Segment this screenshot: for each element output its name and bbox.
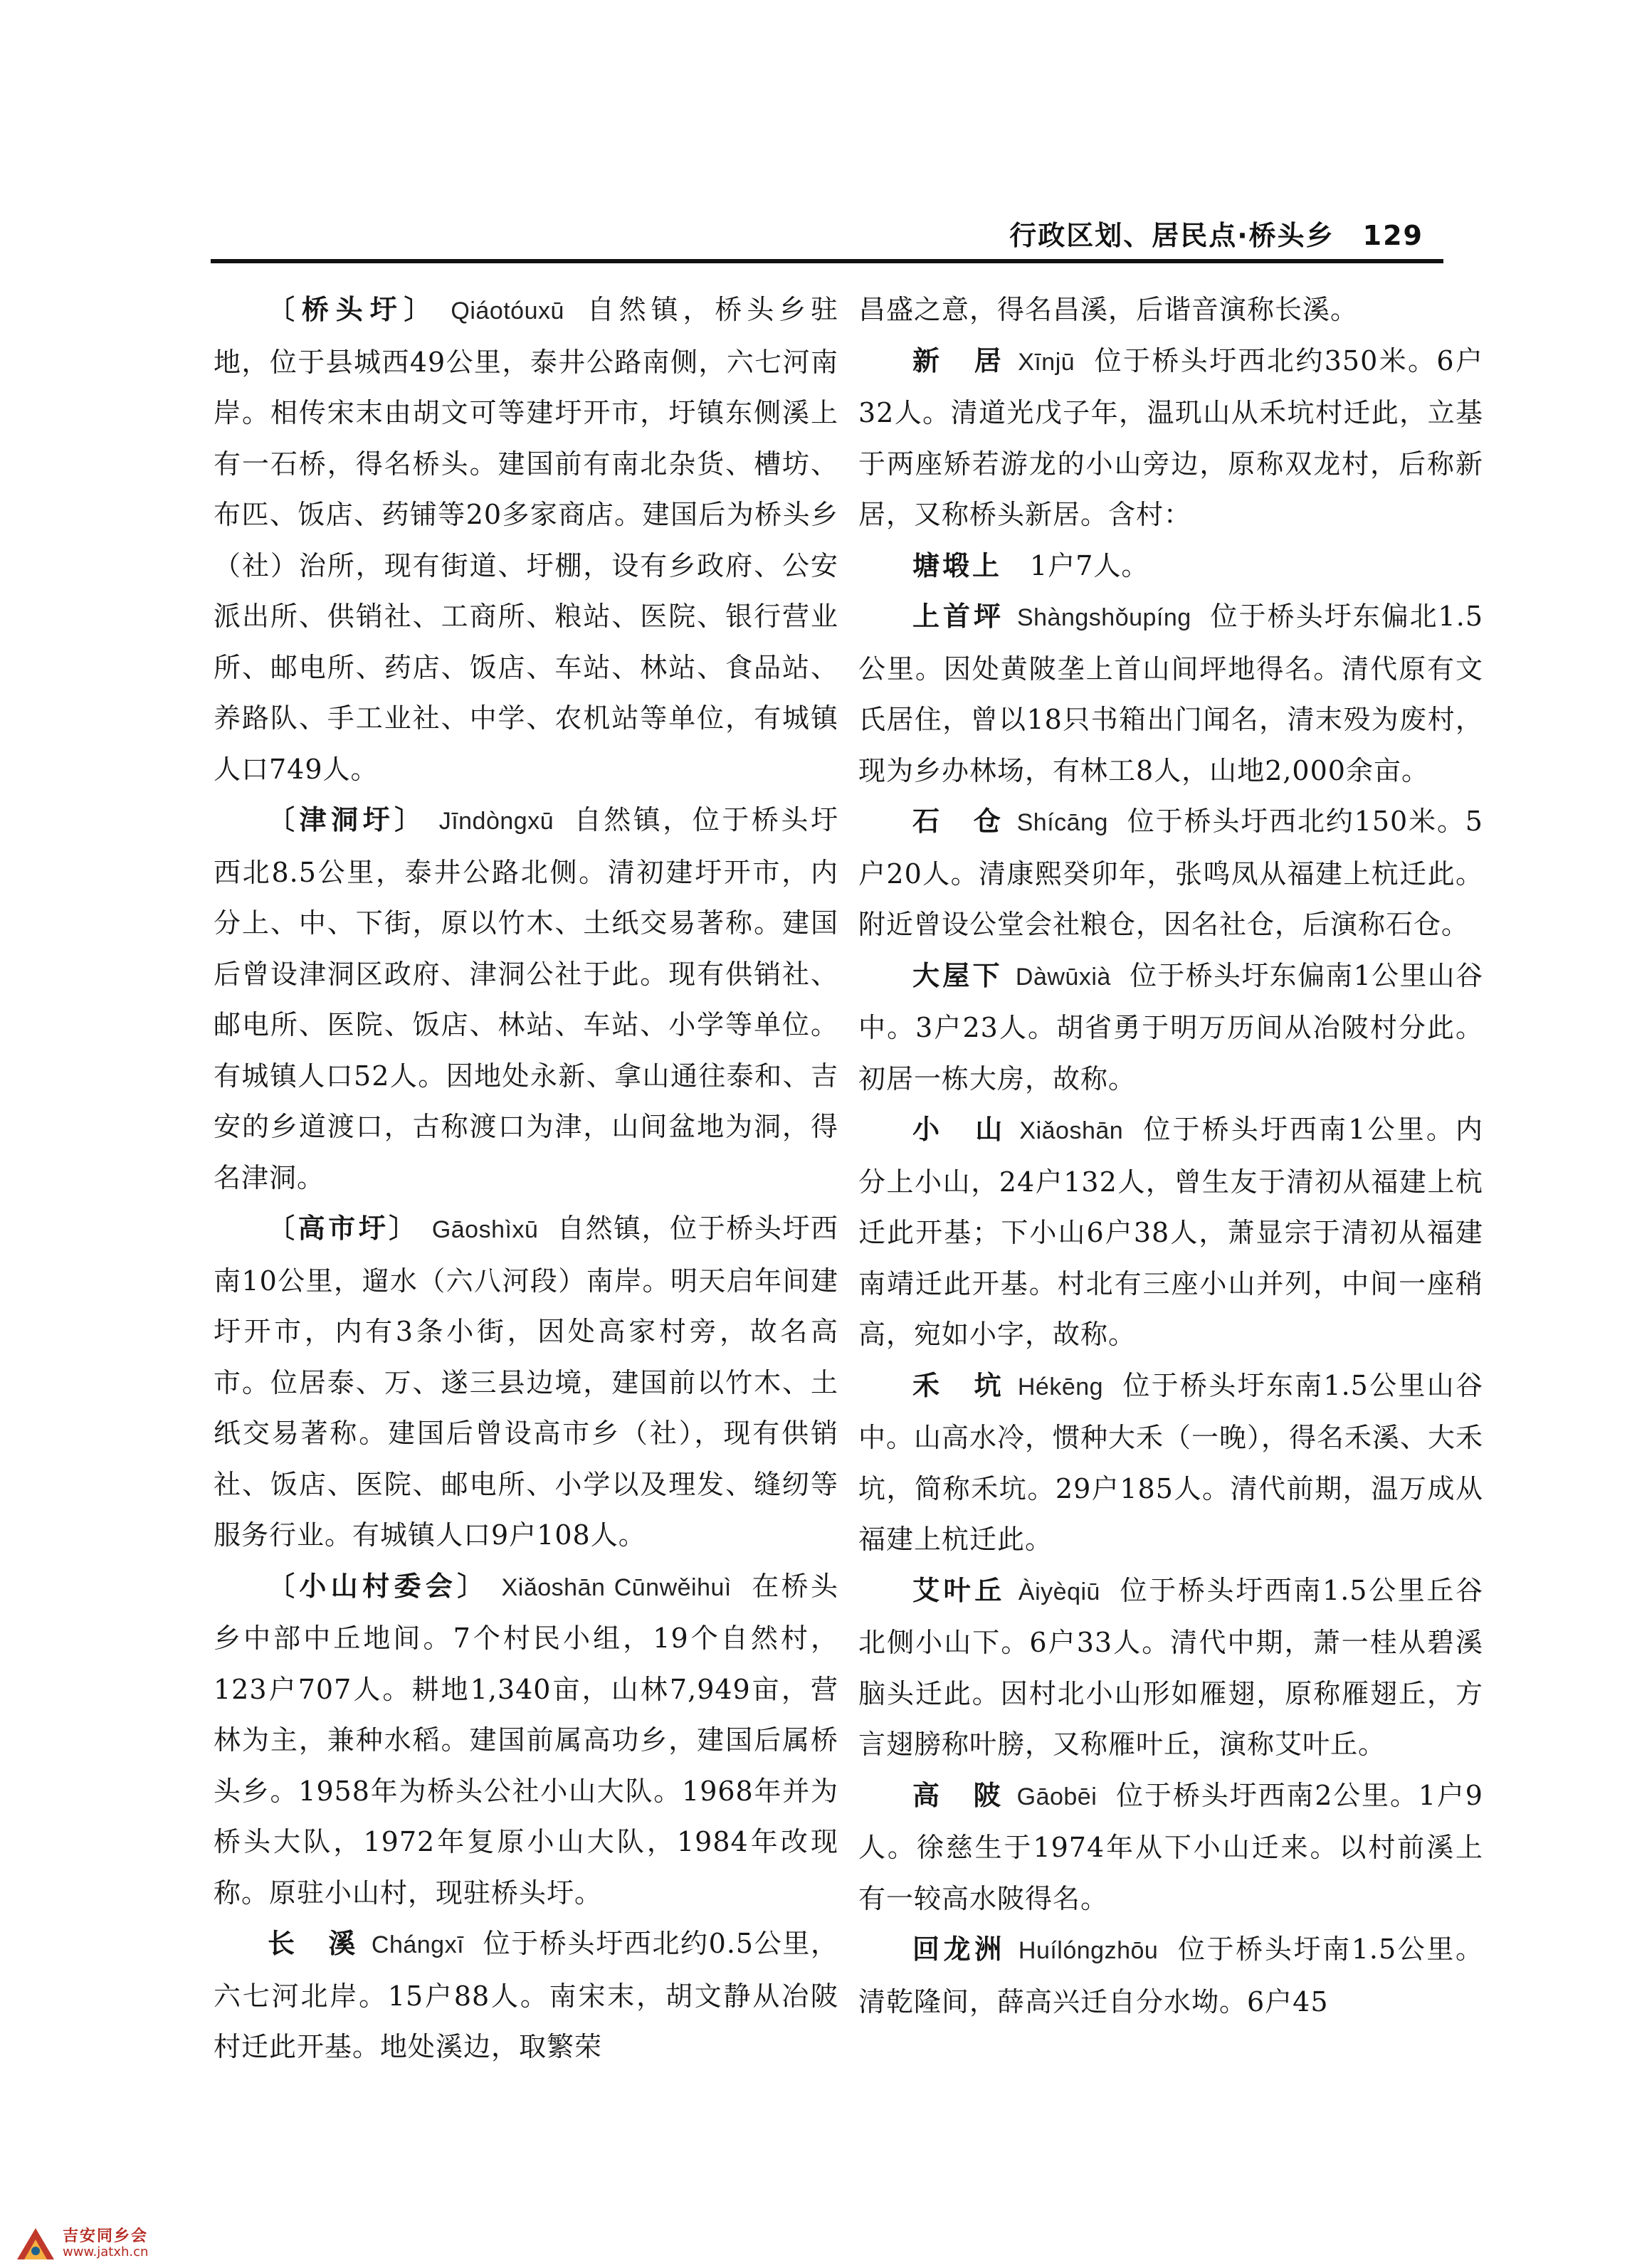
entry-term: 回龙洲 xyxy=(912,1934,1006,1965)
entry-text: 位于桥头圩东偏南1公里山谷中。3户23人。胡省勇于明万历间从冶陂村分此。初居一栋大房，故称。 xyxy=(858,959,1483,1095)
entry-pinyin: Àiyèqiū xyxy=(1018,1578,1100,1605)
gazetteer-entry xyxy=(214,285,838,795)
entry-pinyin: Shàngshǒupíng xyxy=(1016,604,1191,631)
entry-term: 〔津洞圩〕 xyxy=(268,804,426,835)
gazetteer-entry xyxy=(858,1566,1483,1771)
gazetteer-entry xyxy=(858,1924,1483,2027)
entry-pinyin: Xiǎoshān xyxy=(1019,1117,1124,1144)
entry-text: 1户7人。 xyxy=(1030,549,1149,581)
entry-text: 位于桥头圩东南1.5公里山谷中。山高水冷，惯种大禾（一晚），得名禾溪、大禾坑，简称禾坑。29户185人。清代前期，温万成从福建上杭迁此。 xyxy=(858,1369,1484,1555)
entry-term: 塘塅上 xyxy=(912,549,1003,581)
entry-term: 新 居 xyxy=(912,344,1006,376)
entry-pinyin: Chángxī xyxy=(371,1931,465,1958)
section-title: 行政区划、居民点·桥头乡 xyxy=(1009,220,1335,251)
entry-pinyin: Dàwūxià xyxy=(1015,963,1111,991)
gazetteer-entry xyxy=(858,541,1483,592)
entry-pinyin: Jīndòngxū xyxy=(438,808,554,835)
entry-pinyin: Gāobēi xyxy=(1016,1783,1098,1810)
watermark-url: www.jatxh.cn xyxy=(63,2245,149,2260)
entry-term: 〔小山村委会〕 xyxy=(268,1570,489,1602)
entry-pinyin: Hékēng xyxy=(1017,1373,1104,1401)
entry-term: 长 溪 xyxy=(268,1928,359,1959)
entry-text: 位于桥头圩西北约350米。6户32人。清道光戊子年，温玑山从禾坑村迁此，立基于两座矫若游龙的小山旁边，原称双龙村，后称新居，又称桥头新居。含村： xyxy=(858,344,1483,530)
entry-term: 上首坪 xyxy=(912,601,1004,632)
entry-pinyin: Huílóngzhōu xyxy=(1018,1937,1159,1964)
entry-term: 高 陂 xyxy=(912,1779,1004,1811)
gazetteer-entry xyxy=(858,796,1483,951)
entry-pinyin: Xīnjū xyxy=(1018,348,1075,376)
entry-pinyin: Xiǎoshān Cūnwěihuì xyxy=(501,1573,732,1601)
entry-text: 位于桥头圩西南1.5公里丘谷北侧小山下。6户33人。清代中期，萧一桂从碧溪脑头迁此。因村北小山形如雁翅，原称雁翅丘，方言翅膀称叶膀，又称雁叶丘，演称艾叶丘。 xyxy=(858,1574,1483,1760)
gazetteer-entry xyxy=(858,1361,1483,1566)
entry-text: 位于桥头圩东偏北1.5公里。因处黄陂垄上首山间坪地得名。清代原有文氏居住，曾以18只书箱出门闻名，清末殁为废村，现为乡办林场，有林工8人，山地2,000余亩。 xyxy=(858,601,1483,786)
watermark-logo-icon xyxy=(14,2225,57,2262)
watermark-title: 吉安同乡会 xyxy=(63,2227,149,2245)
entry-text: 在桥头乡中部中丘地间。7个村民小组，19个自然村，123户707人。耕地1,340亩，山林7,949亩，营林为主，兼种水稻。建国前属高功乡，建国后属桥头乡。1958年为桥头公社小山大队。1968年并为桥头大队，1972年复原小山大队，1984年改现称。原驻小山村，现驻桥头圩。 xyxy=(214,1570,838,1909)
gazetteer-entry xyxy=(214,795,838,1203)
entry-term: 艾叶丘 xyxy=(912,1574,1006,1606)
entry-text: 位于桥头圩西南1公里。内分上小山，24户132人，曾生友于清初从福建上杭迁此开基；下小山6户38人，萧显宗于清初从福建南靖迁此开基。村北有三座小山并列，中间一座稍高，宛如小字，故称。 xyxy=(858,1114,1483,1350)
entry-term: 〔高市圩〕 xyxy=(268,1213,419,1244)
gazetteer-entry xyxy=(214,1561,838,1919)
entry-text: 自然镇，位于桥头圩西南10公里，遛水（六八河段）南岸。明天启年间建圩开市，内有3条小街，因处高家村旁，故名高市。位居泰、万、遂三县边境，建国前以竹木、土纸交易著称。建国后曾设高市乡（社），现有供销社、饭店、医院、邮电所、小学以及理发、缝纫等服务行业。有城镇人口9户108人。 xyxy=(214,1213,838,1551)
entry-pinyin: Shícāng xyxy=(1016,809,1108,836)
entry-term: 大屋下 xyxy=(912,959,1003,991)
gazetteer-entry xyxy=(858,1104,1483,1361)
page-number: 129 xyxy=(1362,220,1423,251)
entry-text: 位于桥头圩南1.5公里。清乾隆间，薛高兴迁自分水坳。6户45 xyxy=(858,1934,1483,2018)
entry-pinyin: Qiáotóuxū xyxy=(451,297,564,325)
entry-text: 自然镇，位于桥头圩西北8.5公里，泰井公路北侧。清初建圩开市，内分上、中、下街，原以竹木、土纸交易著称。建国后曾设津洞区政府、津洞公社于此。现有供销社、邮电所、医院、饭店、林站、车站、小学等单位。有城镇人口52人。因地处永新、拿山通往泰和、吉安的乡道渡口，古称渡口为津，山间盆地为洞，得名津洞。 xyxy=(214,804,838,1193)
entry-term: 〔桥头圩〕 xyxy=(268,294,438,325)
left-column xyxy=(214,285,838,2073)
header-rule xyxy=(211,259,1443,263)
gazetteer-entry xyxy=(214,1203,838,1561)
site-watermark xyxy=(14,2225,148,2262)
gazetteer-entry xyxy=(858,336,1483,541)
entry-text: 位于桥头圩西北约0.5公里，六七河北岸。15户88人。南宋末，胡文静从冶陂村迁此开基。地处溪边，取繁荣 xyxy=(214,1928,838,2062)
gazetteer-entry xyxy=(858,1771,1483,1925)
gazetteer-entry xyxy=(858,591,1483,796)
entry-text: 位于桥头圩西南2公里。1户9人。徐慈生于1974年从下小山迁来。以村前溪上有一较高水陂得名。 xyxy=(858,1779,1483,1914)
running-header xyxy=(1009,213,1423,253)
entry-term: 石 仓 xyxy=(912,806,1004,837)
entry-text: 自然镇，桥头乡驻地，位于县城西49公里，泰井公路南侧，六七河南岸。相传宋末由胡文可等建圩开市，圩镇东侧溪上有一石桥，得名桥头。建国前有南北杂货、槽坊、布匹、饭店、药铺等20多家商店。建国后为桥头乡（社）治所，现有街道、圩棚，设有乡政府、公安派出所、供销社、工商所、粮站、医院、银行营业所、邮电所、药店、饭店、车站、林站、食品站、养路队、手工业社、中学、农机站等单位，有城镇人口749人。 xyxy=(214,294,838,785)
gazetteer-entry xyxy=(214,1919,838,2073)
entry-pinyin: Gāoshìxū xyxy=(431,1216,539,1243)
entry-term: 小 山 xyxy=(912,1114,1007,1145)
entry-text: 位于桥头圩西北约150米。5户20人。清康熙癸卯年，张鸣凤从福建上杭迁此。附近曾设公堂会社粮仓，因名社仓，后演称石仓。 xyxy=(858,806,1483,940)
right-column xyxy=(858,285,1483,2027)
entry-term: 禾 坑 xyxy=(912,1369,1005,1401)
gazetteer-entry xyxy=(858,285,1483,336)
gazetteer-entry xyxy=(858,951,1483,1105)
entry-text: 昌盛之意，得名昌溪，后谐音演称长溪。 xyxy=(858,294,1359,325)
